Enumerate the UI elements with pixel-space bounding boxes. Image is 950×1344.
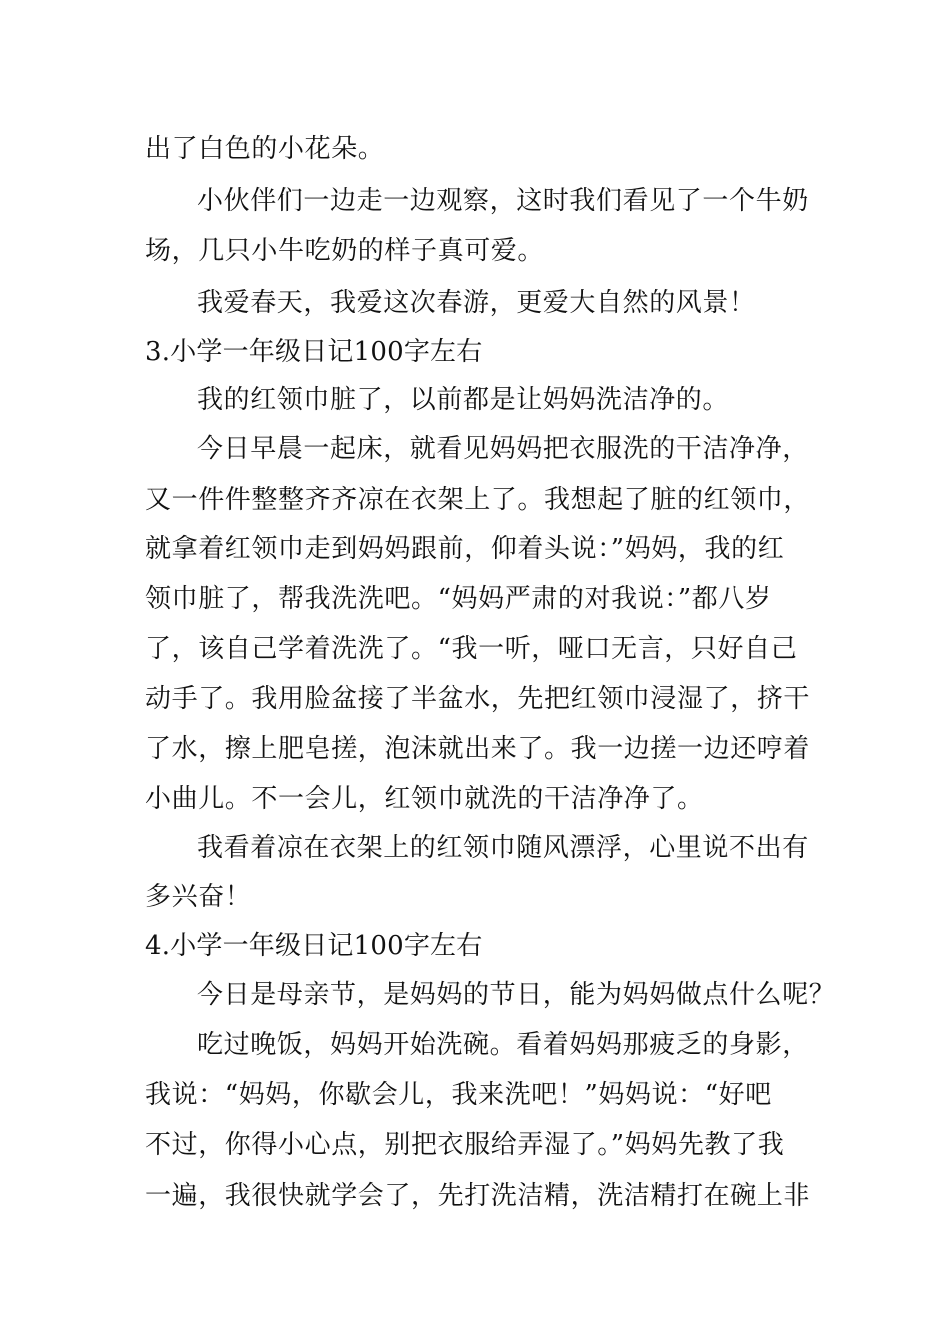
text-line: 不过，你得小心点，别把衣服给弄湿了。”妈妈先教了我: [145, 1130, 785, 1160]
text-line: 动手了。我用脸盆接了半盆水，先把红领巾浸湿了，挤干: [145, 684, 811, 714]
text-line: 一遍，我很快就学会了，先打洗洁精，洗洁精打在碗上非: [145, 1181, 811, 1211]
text-line: 我看着凉在衣架上的红领巾随风漂浮，心里说不出有: [197, 833, 809, 863]
text-line: 吃过晚饭，妈妈开始洗碗。看着妈妈那疲乏的身影，: [197, 1030, 809, 1060]
text-line: 又一件件整整齐齐凉在衣架上了。我想起了脏的红领巾，: [145, 485, 811, 515]
text-line: 了，该自己学着洗洗了。“我一听，哑口无言，只好自己: [145, 634, 798, 664]
text-line: 多兴奋！: [145, 882, 252, 912]
text-line: 小曲儿。不一会儿，红领巾就洗的干洁净净了。: [145, 784, 704, 814]
text-line: 我的红领巾脏了，以前都是让妈妈洗洁净的。: [197, 385, 730, 415]
text-line: 今日是母亲节，是妈妈的节日，能为妈妈做点什么呢？: [197, 980, 836, 1010]
section-heading: 3.小学一年级日记100字左右: [145, 337, 483, 367]
text-line: 出了白色的小花朵。: [145, 134, 385, 164]
text-line: 我说：“妈妈，你歇会儿，我来洗吧！”妈妈说：“好吧: [145, 1080, 772, 1110]
text-line: 小伙伴们一边走一边观察，这时我们看见了一个牛奶: [197, 186, 809, 216]
text-line: 了水，擦上肥皂搓，泡沫就出来了。我一边搓一边还哼着: [145, 734, 811, 764]
text-line: 今日早晨一起床，就看见妈妈把衣服洗的干洁净净，: [197, 434, 809, 464]
text-line: 场，几只小牛吃奶的样子真可爱。: [145, 236, 545, 266]
section-heading: 4.小学一年级日记100字左右: [145, 931, 483, 961]
text-line: 领巾脏了，帮我洗洗吧。“妈妈严肃的对我说：”都八岁: [145, 584, 772, 614]
text-line: 我爱春天，我爱这次春游，更爱大自然的风景！: [197, 288, 756, 318]
text-line: 就拿着红领巾走到妈妈跟前，仰着头说：”妈妈，我的红: [145, 534, 785, 564]
